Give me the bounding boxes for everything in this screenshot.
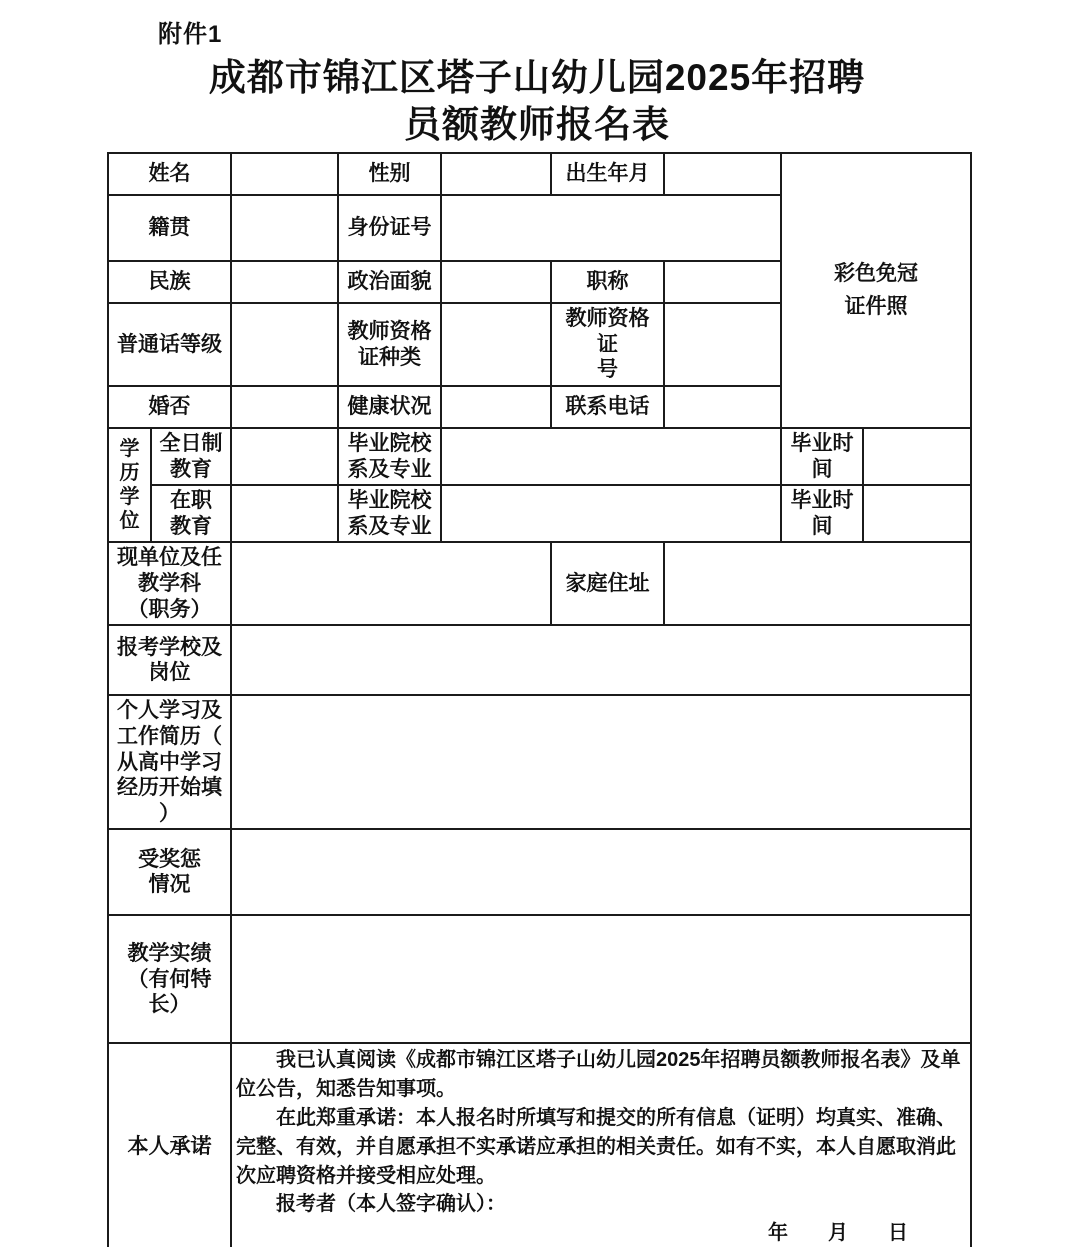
political-status-field[interactable] [441,261,551,303]
teaching-achievements-field[interactable] [231,915,971,1043]
personal-resume-field[interactable] [231,695,971,829]
teaching-achievements-label: 教学实绩 （有何特长） [108,915,231,1043]
mandarin-level-label: 普通话等级 [108,303,231,386]
inservice-grad-time-label: 毕业时 间 [781,485,863,542]
political-status-label: 政治面貌 [338,261,441,303]
awards-punishments-field[interactable] [231,829,971,915]
fulltime-college-major-field[interactable] [441,428,781,485]
inservice-education-label: 在职 教育 [151,485,231,542]
attachment-label: 附件1 [158,21,223,48]
commitment-para2: 在此郑重承诺：本人报名时所填写和提交的所有信息（证明）均真实、准确、完整、有效，并自愿承担不实承诺应承担的相关责任。如有不实，本人自愿取消此次应聘资格并接受相应处理。 [236,1106,956,1187]
contact-phone-field[interactable] [664,386,781,428]
commitment-para1: 我已认真阅读《成都市锦江区塔子山幼儿园2025年招聘员额教师报名表》及单位公告，知悉告知事项。 [236,1049,961,1101]
ethnicity-field[interactable] [231,261,338,303]
inservice-college-major-label: 毕业院校 系及专业 [338,485,441,542]
commitment-label: 本人承诺 [108,1043,231,1247]
current-unit-label: 现单位及任 教学科 （职务） [108,542,231,625]
table-row [108,542,971,625]
apply-school-position-field[interactable] [231,625,971,695]
inservice-college-major-field[interactable] [441,485,781,542]
page-title-line1: 成都市锦江区塔子山幼儿园2025年招聘 [208,57,866,98]
table-row [108,915,971,1043]
education-degree-group-label: 学 历 学 位 [108,428,151,542]
home-address-label: 家庭住址 [551,542,664,625]
contact-phone-label: 联系电话 [551,386,664,428]
name-label: 姓名 [108,153,231,195]
teacher-cert-number-field[interactable] [664,303,781,386]
table-row [108,625,971,695]
commitment-content [231,1043,971,1247]
professional-title-label: 职称 [551,261,664,303]
id-number-field[interactable] [441,195,781,261]
table-row [108,1043,971,1247]
inservice-grad-time-field[interactable] [863,485,971,542]
name-field[interactable] [231,153,338,195]
personal-resume-label: 个人学习及 工作简历（ 从高中学习 经历开始填 ） [108,695,231,829]
teacher-cert-number-label: 教师资格证 号 [551,303,664,386]
table-row [108,485,971,542]
table-row [108,695,971,829]
apply-school-position-label: 报考学校及 岗位 [108,625,231,695]
page-title [0,55,1074,148]
health-status-field[interactable] [441,386,551,428]
signature-line[interactable]: 报考者（本人签字确认）： [276,1193,506,1216]
table-row [108,428,971,485]
mandarin-level-field[interactable] [231,303,338,386]
page-title-line2: 员额教师报名表 [404,103,670,145]
application-form-table [107,152,972,1247]
marital-status-label: 婚否 [108,386,231,428]
birth-date-label: 出生年月 [551,153,664,195]
birth-date-field[interactable] [664,153,781,195]
gender-field[interactable] [441,153,551,195]
fulltime-degree-field[interactable] [231,428,338,485]
native-place-field[interactable] [231,195,338,261]
ethnicity-label: 民族 [108,261,231,303]
health-status-label: 健康状况 [338,386,441,428]
native-place-label: 籍贯 [108,195,231,261]
fulltime-grad-time-label: 毕业时 间 [781,428,863,485]
table-row [108,153,971,195]
photo-area[interactable]: 彩色免冠 证件照 [781,153,971,428]
current-unit-field[interactable] [231,542,551,625]
professional-title-field[interactable] [664,261,781,303]
teacher-cert-type-label: 教师资格 证种类 [338,303,441,386]
awards-punishments-label: 受奖惩 情况 [108,829,231,915]
teacher-cert-type-field[interactable] [441,303,551,386]
marital-status-field[interactable] [231,386,338,428]
fulltime-education-label: 全日制 教育 [151,428,231,485]
date-line[interactable]: 年 月 日 [768,1222,908,1245]
home-address-field[interactable] [664,542,971,625]
table-row [108,829,971,915]
id-number-label: 身份证号 [338,195,441,261]
inservice-degree-field[interactable] [231,485,338,542]
gender-label: 性别 [338,153,441,195]
fulltime-college-major-label: 毕业院校 系及专业 [338,428,441,485]
fulltime-grad-time-field[interactable] [863,428,971,485]
